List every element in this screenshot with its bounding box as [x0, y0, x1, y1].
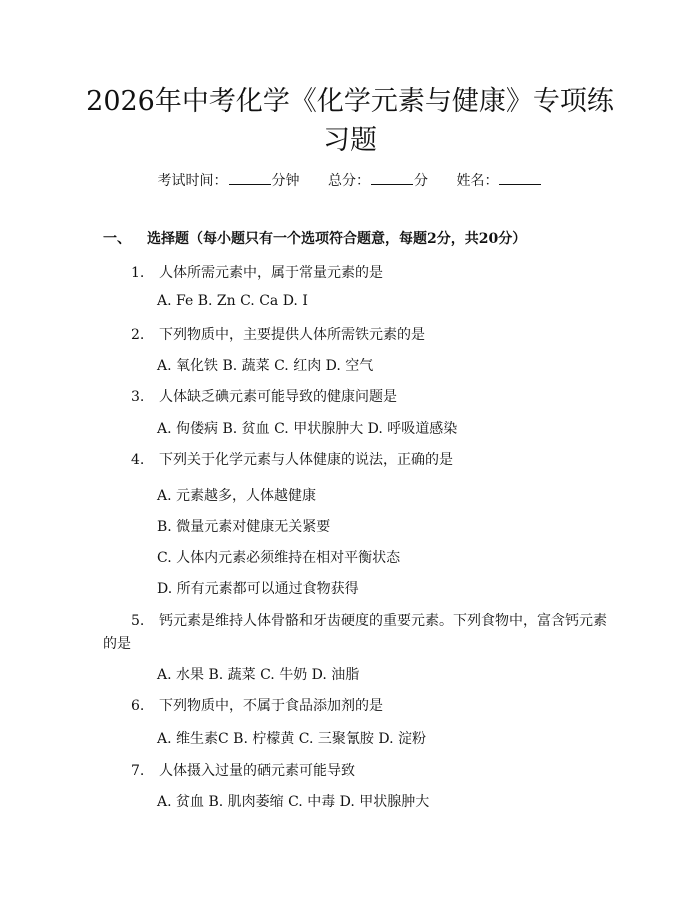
question-text: 人体摄入过量的硒元素可能导致 — [159, 763, 355, 779]
exam-time-label: 考试时间： — [157, 173, 228, 189]
question-4-option-d: D. 所有元素都可以通过食物获得 — [157, 581, 359, 597]
section-title: 选择题（每小题只有一个选项符合题意，每题2分，共20分） — [147, 231, 527, 247]
question-number: 3. — [131, 389, 145, 405]
question-4-option-c: C. 人体内元素必须维持在相对平衡状态 — [157, 550, 401, 566]
section-heading — [103, 228, 526, 248]
question-7-options: A. 贫血 B. 肌肉萎缩 C. 中毒 D. 甲状腺肿大 — [157, 794, 430, 810]
question-6-options: A. 维生素C B. 柠檬黄 C. 三聚氰胺 D. 淀粉 — [157, 731, 427, 747]
exam-time-blank — [229, 172, 271, 185]
question-text: 钙元素是维持人体骨骼和牙齿硬度的重要元素。下列食物中，富含钙元素 — [159, 613, 607, 629]
document-title: 2026年中考化学《化学元素与健康》专项练习题 — [86, 86, 614, 156]
question-4 — [131, 449, 453, 469]
exam-info-line — [0, 170, 700, 190]
section-number: 一、 — [103, 231, 131, 247]
question-5-options: A. 水果 B. 蔬菜 C. 牛奶 D. 油脂 — [157, 667, 360, 683]
question-number: 2. — [131, 327, 145, 343]
total-score-label: 总分： — [328, 173, 370, 189]
question-2 — [131, 324, 425, 344]
question-number: 1. — [131, 265, 145, 281]
question-3-options: A. 佝偻病 B. 贫血 C. 甲状腺肿大 D. 呼吸道感染 — [157, 421, 458, 437]
question-number: 4. — [131, 452, 145, 468]
question-number: 5. — [131, 613, 145, 629]
question-1-options: A. Fe B. Zn C. Ca D. I — [157, 293, 308, 309]
total-score-blank — [371, 172, 413, 185]
student-name-blank — [499, 172, 541, 185]
total-score-unit: 分 — [414, 173, 428, 189]
question-4-option-b: B. 微量元素对健康无关紧要 — [157, 519, 331, 535]
question-3 — [131, 386, 397, 406]
student-name-label: 姓名： — [456, 173, 499, 189]
question-1 — [131, 262, 383, 282]
question-number: 6. — [131, 698, 145, 714]
question-5-text-continued: 的是 — [103, 636, 131, 652]
question-text: 人体缺乏碘元素可能导致的健康问题是 — [159, 389, 397, 405]
question-text: 下列物质中，不属于食品添加剂的是 — [159, 698, 383, 714]
student-name-field — [456, 173, 542, 189]
question-6 — [131, 695, 383, 715]
exam-time-field — [158, 173, 304, 189]
question-4-option-a: A. 元素越多，人体越健康 — [157, 488, 317, 504]
question-text: 人体所需元素中，属于常量元素的是 — [159, 265, 383, 281]
question-text: 下列物质中，主要提供人体所需铁元素的是 — [159, 327, 425, 343]
question-2-options: A. 氧化铁 B. 蔬菜 C. 红肉 D. 空气 — [157, 358, 374, 374]
question-text: 下列关于化学元素与人体健康的说法，正确的是 — [159, 452, 453, 468]
question-5 — [131, 610, 607, 630]
exam-time-unit: 分钟 — [271, 173, 300, 189]
total-score-field — [328, 173, 432, 189]
question-number: 7. — [131, 763, 145, 779]
question-7 — [131, 760, 355, 780]
